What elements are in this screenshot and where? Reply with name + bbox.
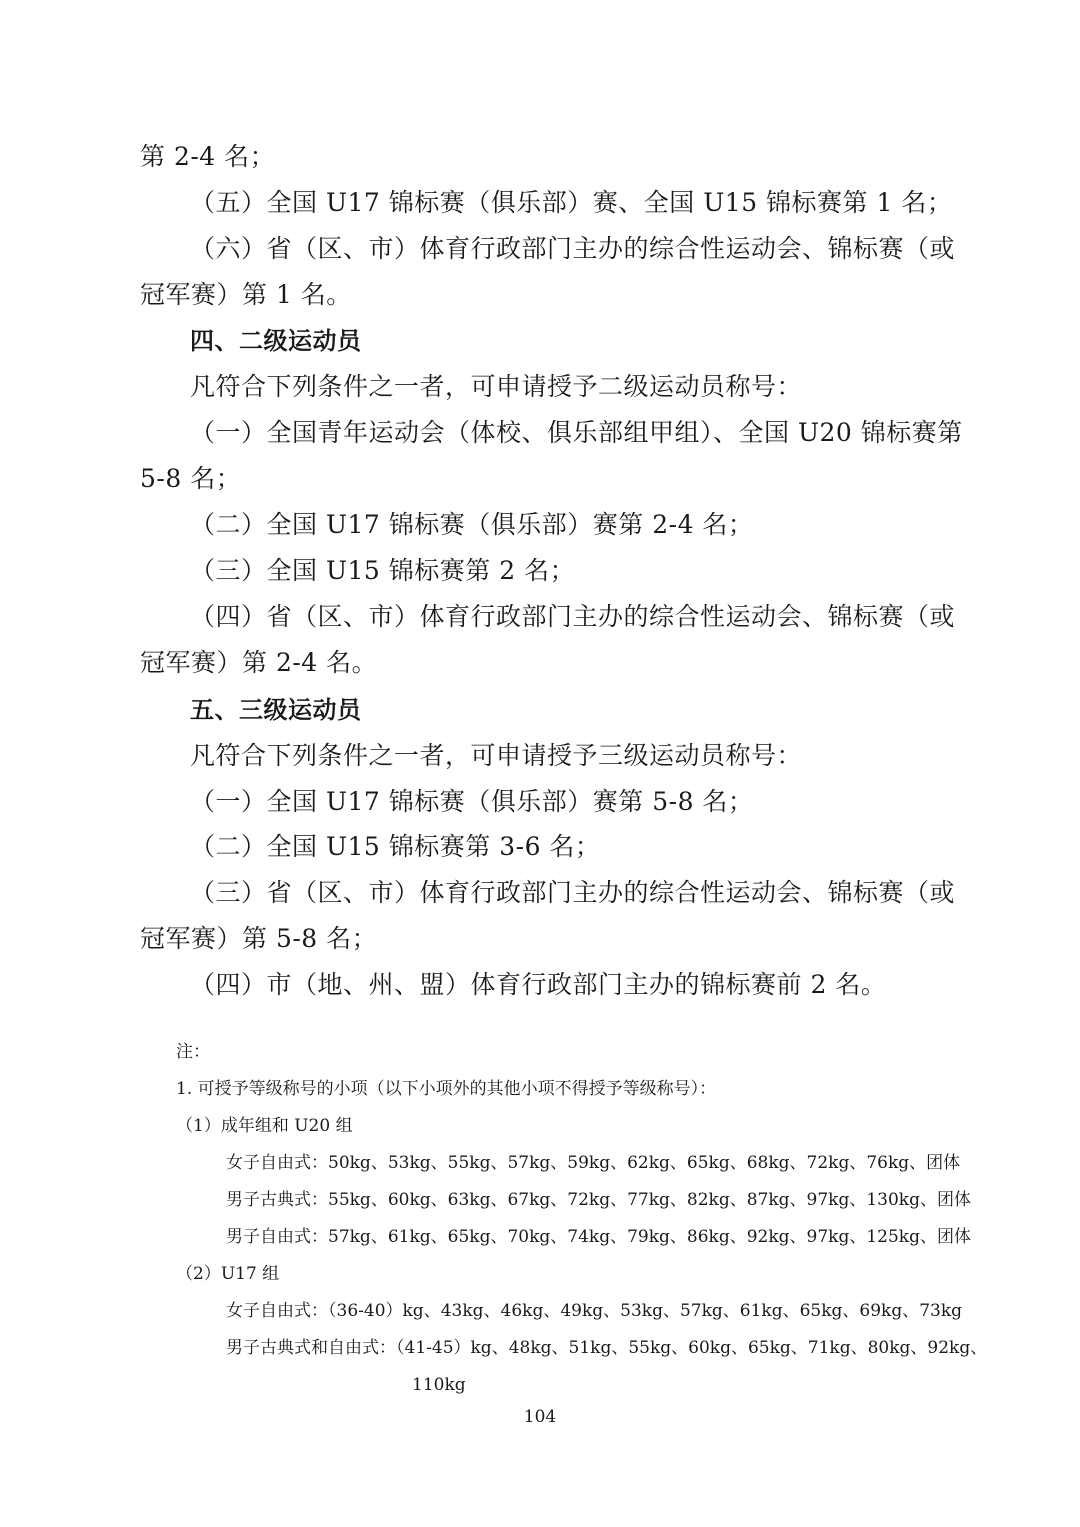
note-line: 110kg: [412, 1375, 466, 1395]
text-line: 冠军赛）第 1 名。: [140, 280, 352, 309]
page-number: 104: [523, 1407, 557, 1427]
note-line: 女子自由式：（36-40）kg、43kg、46kg、49kg、53kg、57kg、61kg、65kg、69kg、73kg: [226, 1301, 963, 1321]
note-line: 男子古典式和自由式：（41-45）kg、48kg、51kg、55kg、60kg、65kg、71kg、80kg、92kg、: [226, 1338, 988, 1358]
note-line: 女子自由式：50kg、53kg、55kg、57kg、59kg、62kg、65kg、68kg、72kg、76kg、团体: [226, 1153, 961, 1173]
text-line: 凡符合下列条件之一者，可申请授予二级运动员称号：: [190, 372, 803, 401]
text-line: （六）省（区、市）体育行政部门主办的综合性运动会、锦标赛（或: [190, 234, 956, 263]
section-heading-level-2: 四、二级运动员: [190, 327, 362, 355]
text-line: 凡符合下列条件之一者，可申请授予三级运动员称号：: [190, 741, 803, 770]
text-line: （三）全国 U15 锦标赛第 2 名；: [190, 556, 576, 585]
text-line: （五）全国 U17 锦标赛（俱乐部）赛、全国 U15 锦标赛第 1 名；: [190, 188, 953, 217]
text-line: （一）全国青年运动会（体校、俱乐部组甲组）、全国 U20 锦标赛第: [190, 418, 963, 447]
text-line: （一）全国 U17 锦标赛（俱乐部）赛第 5-8 名；: [190, 787, 754, 816]
text-line: （三）省（区、市）体育行政部门主办的综合性运动会、锦标赛（或: [190, 878, 956, 907]
text-line: 冠军赛）第 2-4 名。: [140, 648, 378, 677]
text-line: 冠军赛）第 5-8 名；: [140, 924, 378, 953]
text-line: （二）全国 U15 锦标赛第 3-6 名；: [190, 832, 601, 861]
text-line: 第 2-4 名；: [140, 142, 276, 171]
note-line: 男子自由式：57kg、61kg、65kg、70kg、74kg、79kg、86kg、92kg、97kg、125kg、团体: [226, 1227, 971, 1247]
text-line: 5-8 名；: [140, 464, 242, 493]
note-line: （2）U17 组: [176, 1264, 280, 1284]
note-line: 男子古典式：55kg、60kg、63kg、67kg、72kg、77kg、82kg、87kg、97kg、130kg、团体: [226, 1190, 971, 1210]
note-line: （1）成年组和 U20 组: [176, 1116, 353, 1136]
text-line: （四）市（地、州、盟）体育行政部门主办的锦标赛前 2 名。: [190, 970, 887, 999]
section-heading-level-3: 五、三级运动员: [190, 696, 362, 724]
note-line: 1. 可授予等级称号的小项（以下小项外的其他小项不得授予等级称号）：: [176, 1079, 717, 1099]
note-label: 注：: [176, 1042, 210, 1062]
text-line: （四）省（区、市）体育行政部门主办的综合性运动会、锦标赛（或: [190, 602, 956, 631]
text-line: （二）全国 U17 锦标赛（俱乐部）赛第 2-4 名；: [190, 510, 754, 539]
